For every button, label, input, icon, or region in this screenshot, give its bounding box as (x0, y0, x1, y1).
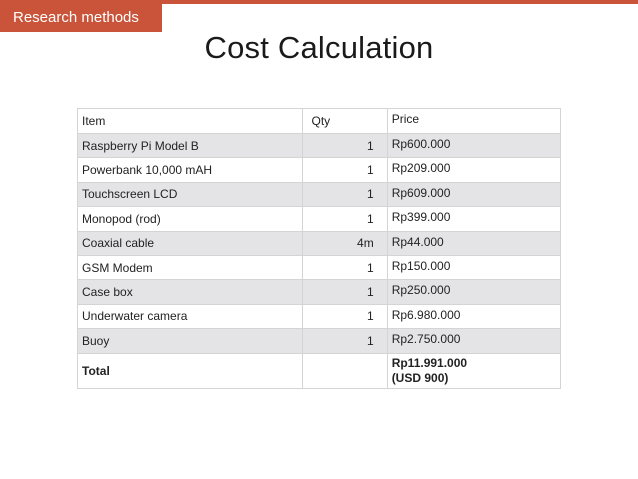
header-price: Price (387, 109, 560, 134)
cell-qty: 1 (303, 329, 387, 353)
header-item: Item (78, 109, 303, 134)
cell-qty: 1 (303, 207, 387, 231)
cell-qty: 4m (303, 231, 387, 255)
cell-price: Rp250.000 (387, 280, 560, 304)
total-price (387, 353, 560, 388)
cell-qty: 1 (303, 134, 387, 158)
table-row (78, 207, 561, 231)
cell-item: Coaxial cable (78, 231, 303, 255)
cost-table (77, 108, 561, 389)
total-qty (303, 353, 387, 388)
total-price-usd: (USD 900) (391, 370, 449, 385)
cell-item: Monopod (rod) (78, 207, 303, 231)
section-tag: Research methods (0, 4, 162, 32)
table-row (78, 134, 561, 158)
cell-qty: 1 (303, 255, 387, 279)
cell-item: GSM Modem (78, 255, 303, 279)
total-price-idr: Rp11.991.000 (391, 355, 468, 370)
header-qty: Qty (303, 109, 387, 134)
table-total-row (78, 353, 561, 388)
cell-price: Rp209.000 (387, 158, 560, 182)
cell-price: Rp150.000 (387, 255, 560, 279)
table-row (78, 280, 561, 304)
total-label: Total (78, 353, 303, 388)
table-header-row (78, 109, 561, 134)
table-row (78, 231, 561, 255)
cell-price: Rp6.980.000 (387, 304, 560, 328)
cell-qty: 1 (303, 280, 387, 304)
cell-item: Case box (78, 280, 303, 304)
slide-title: Cost Calculation (204, 30, 434, 65)
cell-item: Raspberry Pi Model B (78, 134, 303, 158)
cell-price: Rp600.000 (387, 134, 560, 158)
table-row (78, 329, 561, 353)
cell-qty: 1 (303, 304, 387, 328)
cell-price: Rp609.000 (387, 182, 560, 206)
cell-item: Powerbank 10,000 mAH (78, 158, 303, 182)
table-row (78, 304, 561, 328)
table-row (78, 255, 561, 279)
table-row (78, 182, 561, 206)
cell-qty: 1 (303, 182, 387, 206)
cell-item: Buoy (78, 329, 303, 353)
cell-qty: 1 (303, 158, 387, 182)
table-row (78, 158, 561, 182)
cell-price: Rp399.000 (387, 207, 560, 231)
cell-price: Rp44.000 (387, 231, 560, 255)
cell-item: Touchscreen LCD (78, 182, 303, 206)
cell-price: Rp2.750.000 (387, 329, 560, 353)
cell-item: Underwater camera (78, 304, 303, 328)
